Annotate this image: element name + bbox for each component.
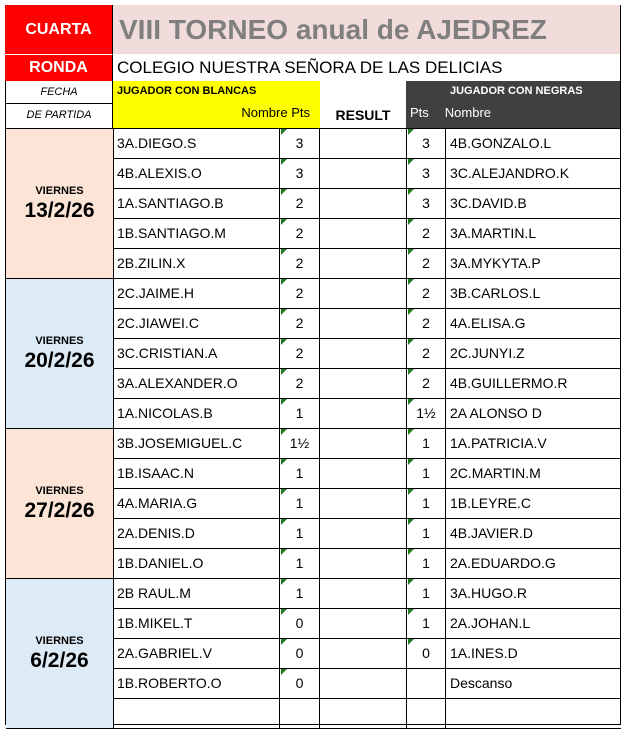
result-cell[interactable] [320,369,407,398]
black-player-subheader [406,105,620,120]
black-player-points: 2 [407,369,446,398]
white-player-name: 1A.SANTIAGO.B [114,189,280,218]
result-cell[interactable] [320,519,407,548]
comment-marker-icon [408,399,414,405]
black-player-points: 1 [407,549,446,578]
white-player-name: 2C.JAIME.H [114,279,280,308]
pairing-row [114,489,621,519]
black-player-points: 2 [407,249,446,278]
black-player-name: 3C.DAVID.B [450,195,527,211]
weekday-label: VIERNES [35,634,84,647]
white-player-name [114,699,280,728]
comment-marker-icon [408,369,414,375]
weekday-label: VIERNES [35,184,84,197]
result-cell[interactable] [320,699,407,728]
white-player-name: 2A.DENIS.D [114,519,280,548]
black-player-points: 1½ [407,399,446,428]
white-player-name: 4A.MARIA.G [114,489,280,518]
black-player-points: 2 [407,279,446,308]
black-player-name: 3A.MYKYTA.P [450,255,541,271]
white-player-title: JUGADOR CON BLANCAS [117,85,257,97]
result-header: RESULT [320,81,406,129]
black-player-name: 2A.EDUARDO.G [450,555,556,571]
result-cell[interactable] [320,189,407,218]
black-player-name: 1A.PATRICIA.V [450,435,547,451]
result-cell[interactable] [320,309,407,338]
result-cell[interactable] [320,249,407,278]
comment-marker-icon [408,609,414,615]
result-cell[interactable] [320,399,407,428]
comment-marker-icon [281,309,287,315]
comment-marker-icon [281,429,287,435]
comment-marker-icon [281,579,287,585]
black-player-name: 3B.CARLOS.L [450,285,541,301]
weekday-label: VIERNES [35,484,84,497]
round-date-block [6,279,114,429]
white-player-points: 1 [280,399,320,428]
comment-marker-icon [281,399,287,405]
round-date-block [6,429,114,579]
white-player-points: 1 [280,549,320,578]
comment-marker-icon [408,249,414,255]
result-cell[interactable] [320,579,407,608]
match-date: 13/2/26 [24,198,95,222]
white-player-header [113,81,320,129]
match-date: 6/2/26 [30,648,89,672]
result-cell[interactable] [320,459,407,488]
round-date-block [6,129,114,279]
comment-marker-icon [281,159,287,165]
school-name: COLEGIO NUESTRA SEÑORA DE LAS DELICIAS [113,54,621,81]
white-player-points: 2 [280,249,320,278]
black-player-points: 1 [407,459,446,488]
black-player-name: 4B.GONZALO.L [450,135,552,151]
result-cell[interactable] [320,549,407,578]
ronda-label-line1: CUARTA [5,5,113,54]
white-player-subheader: Nombre Pts [241,105,310,120]
pairing-row [114,309,621,339]
black-player-name: 4B.GUILLERMO.R [450,375,568,391]
white-player-points: 0 [280,669,320,698]
pairing-row [114,399,621,429]
match-date: 27/2/26 [24,498,95,522]
white-player-points: 2 [280,339,320,368]
comment-marker-icon [408,489,414,495]
result-cell[interactable] [320,669,407,698]
black-name-label: Nombre [444,105,492,120]
white-player-name: 1B.ISAAC.N [114,459,280,488]
date-column-header [5,81,113,129]
black-player-name: 4A.ELISA.G [450,315,526,331]
comment-marker-icon [281,249,287,255]
black-pts-label: Pts [410,105,429,120]
black-player-name: 2A.JOHAN.L [450,615,531,631]
comment-marker-icon [408,189,414,195]
white-player-name: 4B.ALEXIS.O [114,159,280,188]
comment-marker-icon [408,579,414,585]
white-player-name: 2C.JIAWEI.C [114,309,280,338]
comment-marker-icon [408,459,414,465]
sheet-title: VIII TORNEO anual de AJEDREZ [113,5,621,54]
black-player-name: 2A ALONSO D [450,405,542,421]
pairing-row [114,429,621,459]
ronda-label-line2: RONDA [5,54,113,81]
black-player-points: 3 [407,129,446,158]
white-player-points: 0 [280,609,320,638]
black-player-points: 3 [407,159,446,188]
white-player-points [280,699,320,728]
comment-marker-icon [281,549,287,555]
black-player-points: 2 [407,219,446,248]
black-player-name: 2C.MARTIN.M [450,465,541,481]
black-player-points: 2 [407,339,446,368]
result-cell[interactable] [320,339,407,368]
white-player-name: 1B.MIKEL.T [114,609,280,638]
pairing-row [114,459,621,489]
pairing-row [114,699,621,729]
fecha-label: FECHA [6,81,112,104]
pairing-row [114,189,621,219]
white-player-name: 3A.ALEXANDER.O [114,369,280,398]
white-player-points: 3 [280,159,320,188]
black-player-points: 1 [407,519,446,548]
pairing-row [114,159,621,189]
white-player-points: 1 [280,489,320,518]
pairing-row [114,549,621,579]
white-player-points: 1 [280,519,320,548]
result-cell[interactable] [320,609,407,638]
black-player-points: 1 [407,609,446,638]
black-player-title: JUGADOR CON NEGRAS [450,85,583,97]
white-player-name: 2A.GABRIEL.V [114,639,280,668]
comment-marker-icon [281,369,287,375]
black-player-name: 1A.INES.D [450,645,518,661]
comment-marker-icon [281,279,287,285]
black-player-points: 2 [407,309,446,338]
white-player-name: 2B RAUL.M [114,579,280,608]
black-player-name: Descanso [450,675,513,691]
pairing-row [114,339,621,369]
result-cell[interactable] [320,219,407,248]
pairing-row [114,669,621,699]
comment-marker-icon [408,219,414,225]
black-player-name: 4B.JAVIER.D [450,525,533,541]
comment-marker-icon [281,519,287,525]
result-cell[interactable] [320,489,407,518]
pairing-row [114,369,621,399]
white-player-points: 2 [280,309,320,338]
pairing-row [114,519,621,549]
black-player-points [407,699,446,728]
pairing-row [114,609,621,639]
black-player-name [446,699,621,728]
round-date-block [6,579,114,729]
black-player-name: 3A.HUGO.R [450,585,528,601]
black-player-name: 3C.ALEJANDRO.K [450,165,570,181]
white-player-name: 1B.ROBERTO.O [114,669,280,698]
white-player-name: 2B.ZILIN.X [114,249,280,278]
black-player-points [407,669,446,698]
comment-marker-icon [281,609,287,615]
white-player-points: 0 [280,639,320,668]
comment-marker-icon [281,129,287,135]
comment-marker-icon [408,549,414,555]
white-player-points: 1½ [280,429,320,458]
black-player-name: 3A.MARTIN.L [450,225,537,241]
black-player-points: 1 [407,489,446,518]
comment-marker-icon [408,159,414,165]
result-cell[interactable] [320,279,407,308]
white-player-points: 2 [280,189,320,218]
comment-marker-icon [408,429,414,435]
black-player-points: 1 [407,429,446,458]
white-player-points: 3 [280,129,320,158]
result-cell[interactable] [320,429,407,458]
de-partida-label: DE PARTIDA [26,109,92,121]
white-player-name: 3C.CRISTIAN.A [114,339,280,368]
pairing-row [114,219,621,249]
white-player-name: 1B.SANTIAGO.M [114,219,280,248]
white-player-points: 1 [280,579,320,608]
white-player-points: 1 [280,459,320,488]
comment-marker-icon [281,339,287,345]
white-player-points: 2 [280,279,320,308]
comment-marker-icon [281,489,287,495]
comment-marker-icon [408,279,414,285]
white-player-name: 3A.DIEGO.S [114,129,280,158]
black-player-name: 1B.LEYRE.C [450,495,531,511]
comment-marker-icon [281,669,287,675]
comment-marker-icon [281,189,287,195]
pairing-row [114,579,621,609]
comment-marker-icon [281,639,287,645]
pairing-row [114,279,621,309]
pairings-table [5,129,621,725]
comment-marker-icon [281,459,287,465]
white-player-name: 1A.NICOLAS.B [114,399,280,428]
pairing-row [114,249,621,279]
comment-marker-icon [408,639,414,645]
result-cell[interactable] [320,129,407,158]
comment-marker-icon [408,129,414,135]
tournament-sheet [5,5,621,725]
black-player-points: 0 [407,639,446,668]
black-player-points: 1 [407,579,446,608]
weekday-label: VIERNES [35,334,84,347]
white-player-points: 2 [280,219,320,248]
white-player-name: 1B.DANIEL.O [114,549,280,578]
pairing-row [114,639,621,669]
result-cell[interactable] [320,159,407,188]
black-player-points: 3 [407,189,446,218]
comment-marker-icon [281,219,287,225]
comment-marker-icon [408,519,414,525]
pairing-row [114,129,621,159]
black-player-name: 2C.JUNYI.Z [450,345,525,361]
match-date: 20/2/26 [24,348,95,372]
white-player-name: 3B.JOSEMIGUEL.C [114,429,280,458]
black-player-header [406,81,621,129]
white-player-points: 2 [280,369,320,398]
comment-marker-icon [408,309,414,315]
result-cell[interactable] [320,639,407,668]
comment-marker-icon [408,339,414,345]
